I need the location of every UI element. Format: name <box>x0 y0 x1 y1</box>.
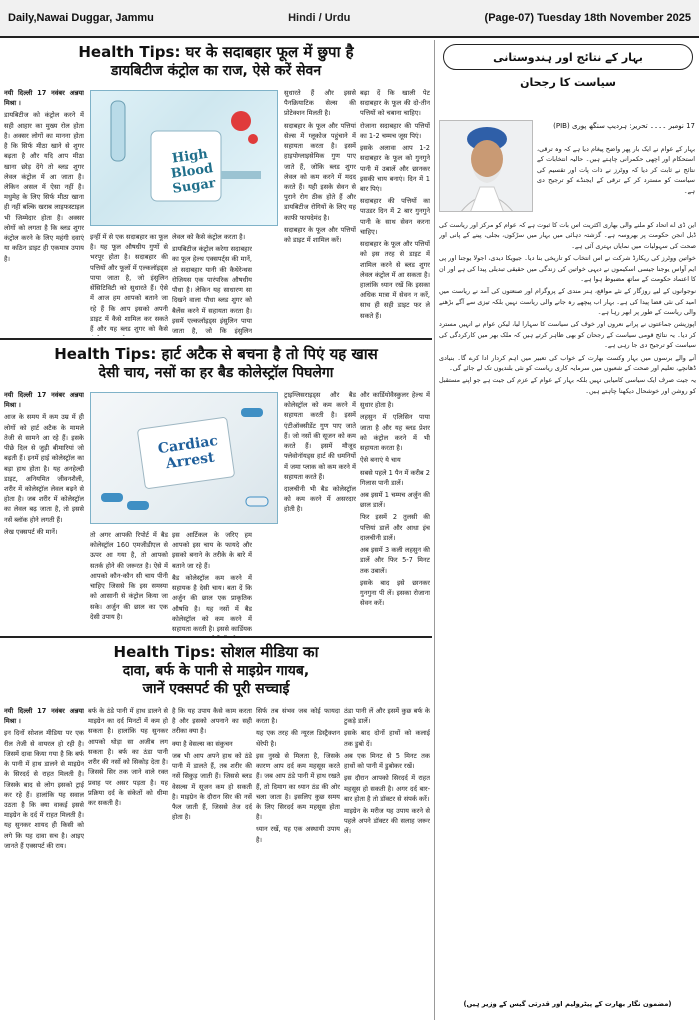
article-diabetes <box>0 40 432 340</box>
paragraph: इस दौरान आपको सिरदर्द में राहत महसूस हो सकती है। अगर दर्द बार-बार होता है तो डॉक्टर से संपर्क करें। <box>344 774 430 803</box>
article-column-2 <box>90 530 168 636</box>
article-column-1 <box>4 88 84 338</box>
paragraph: इस नुस्खे से मिलता है, जिसके कारण आप दर्द कम महसूस करते हैं। जब आप ठंडे पानी में हाथ रखते हैं, तो दिमाग का ध्यान ठंड की ओर चला जाता है। इसलिए कुछ समय के लिए सिरदर्द कम महसूस होता है। <box>256 751 340 822</box>
article-column-4 <box>256 706 340 1018</box>
hindi-section <box>0 40 432 1020</box>
article-column-2 <box>90 232 168 336</box>
paragraph: अब एक मिनट से 5 मिनट तक हाथों को पानी में डुबोकर रखें। <box>344 751 430 771</box>
article-column-3 <box>172 706 252 1018</box>
paragraph: اپوزیشن جماعتوں نے پرانے نعروں اور خوف کی سیاست کا سہارا لیا، لیکن عوام نے انہیں مسترد کر دیا۔ یہ نتائج قومی سیاست کے رجحان کو بھی ظاہر کرتے ہیں کہ ملک بھر میں کارکردگی کی سیاست کو ترجیح دی جا رہی ہے۔ <box>439 320 696 350</box>
dateline: नयी दिल्ली 17 नवंबर अन्नया मिश्रा । <box>4 707 84 726</box>
image-label: High Blood Sugar <box>169 146 217 197</box>
paragraph: सदाबहार की पत्तियों का पाउडर दिन में 2 बार गुनगुने पानी के साथ सेवन करना चाहिए। <box>360 197 430 236</box>
blood-sugar-image <box>90 90 278 226</box>
article-column-5 <box>360 88 430 338</box>
article-column-1 <box>4 390 84 636</box>
paragraph: ठंडा पानी लें और इसमें कुछ बर्फ के टुकड़े डालें। <box>344 707 430 726</box>
paragraph: और कार्डियोवैस्कुलर हेल्थ में सुधार होता है। <box>360 391 430 410</box>
dateline: नयी दिल्ली 17 नवंबर अन्नया मिश्रा । <box>4 89 84 108</box>
paragraph: फिर इसमें 2 तुलसी की पत्तियां डालें और आधा इंच दालचीनी डालें। <box>360 513 430 542</box>
paragraph: आज के समय में कम उम्र में ही लोगों को हार्ट अटैक के मामले तेजी से सामने आ रहे हैं। इसके पीछे दिल से जुड़ी बीमारियां जो बढ़ती हैं। इनमें हाई कोलेस्ट्रॉल का बड़ा हाथ होता है। यह अनहेल्दी डाइट, अनियमित जीवनशैली, शरीर में कोलेस्ट्रॉल लेवल बढ़ने से होता है। जब शरीर में कोलेस्ट्रॉल का लेवल बढ़ जाता है, तो इससे नसें ब्लॉक होने लगती हैं। <box>4 413 84 524</box>
article-headline: Health Tips: सोशल मीडिया का <box>113 643 319 661</box>
paragraph: این ڈی اے اتحاد کو ملنے والی بھاری اکثریت اس بات کا ثبوت ہے کہ عوام کو مرکز اور ریاست کی ڈبل انجن حکومت پر بھروسہ ہے۔ گزشتہ دہائی میں بہار میں سڑکوں، بجلی، پینے کے پانی اور صحت کی سہولیات میں نمایاں بہتری آئی ہے۔ <box>439 221 696 250</box>
paragraph: इन दिनों सोशल मीडिया पर एक रील तेजी से वायरल हो रही है। जिसमें दावा किया गया है कि बर्फ के पानी में हाथ डालने से माइग्रेन के सिरदर्द से राहत मिलती है। जिसके बाद से लोग इसको ट्राई कर रहे हैं। हालांकि यह सवाल उठता है कि क्या वाकई इससे माइग्रेन के दर्द में राहत मिलती है। यह सुनकर शायद ही किसी को लगे कि यह दावा सच है। आइए जानते हैं एक्सपर्ट की राय। <box>4 729 84 850</box>
newspaper-name: Daily,Nawai Duggar, Jammu <box>8 12 154 24</box>
paragraph: इसके अलावा आप 1-2 सदाबहार के फूल को गुनगुने पानी में उबालें और छानकर इसकी चाय बनाएं। दिन में 1 बार पिएं। <box>360 144 430 193</box>
urdu-section <box>434 40 699 1020</box>
paragraph: क्या है वेसल्स का संकुचन <box>172 739 233 748</box>
paragraph: बढ़ा दें कि खाली पेट सदाबहार के फूल की दो-तीन पत्तियों को चबाना चाहिए। <box>360 89 430 118</box>
page-date: (Page-07) Tuesday 18th November 2025 <box>484 12 691 24</box>
article-headline-line2: दावा, बर्फ के पानी से माइग्रेन गायब, <box>122 663 310 680</box>
paragraph: خواتین ووٹرز کی ریکارڈ شرکت نے اس انتخاب کو تاریخی بنا دیا۔ جیویکا دیدی، اجولا یوجنا اور پی ایم آواس یوجنا جیسی اسکیموں نے دیہی خواتین کی زندگی میں حقیقی تبدیلی پیدا کی ہے اور ان کا اعتماد حکومت کے ساتھ مضبوط ہوا ہے۔ <box>439 254 696 283</box>
article-column-3 <box>172 232 252 336</box>
dateline: नयी दिल्ली 17 नवंबर अन्नया मिश्रा । <box>4 391 84 410</box>
paragraph: ऐसे बनाएं ये चाय <box>360 456 401 465</box>
article-headline-line3: जानें एक्सपर्ट की पूरी सच्चाई <box>142 681 290 698</box>
urdu-byline: 17 نومبر ۔۔۔۔ تحریر: ہردیپ سنگھ پوری (PIB) <box>553 122 695 130</box>
image-label: Cardiac Arrest <box>156 432 219 473</box>
paragraph: अब इसमें 3 कली लहसुन की डालें और फिर 5-7 मिनट तक उबालें। <box>360 546 430 575</box>
paragraph: लहसुन में एलिसिन पाया जाता है और यह ब्लड प्रेशर को कंट्रोल करने में भी सहायता करता है। <box>360 413 430 453</box>
paragraph: डायबिटीज को कंट्रोल करने में सही आहार का मुख्य रोल होता है। अक्सर लोगों का मानना होता है कि सिर्फ मीठा खाने से शुगर बढ़ता है और यदि आप मीठा खाना छोड़ देंगे तो ब्लड शुगर लेवल कंट्रोल में आ जाता है। लेकिन असल में ऐसा नहीं है। मधुमेह के लिए सिर्फ मीठा खाना ही नहीं बल्कि खराब लाइफस्टाइल भी जिम्मेदार होता है। अक्सर लोगों को लगता है कि ब्लड शुगर कंट्रोल करने के लिए महंगी दवाएं या कठिन डाइट ही एकमात्र उपाय है। <box>4 111 84 263</box>
paragraph: अब इसमें 1 चम्मच अर्जुन की छाल डालें। <box>360 490 430 510</box>
article-column-2 <box>88 706 168 1018</box>
paragraph: इसके बाद दोनों हाथों को कलाई तक डुबो दें। <box>344 729 430 748</box>
article-headline: Health Tips: हार्ट अटैक से बचना है तो पिएं यह खास <box>54 345 378 363</box>
paragraph: लेवल को कैसे कंट्रोल करता है। <box>172 233 246 241</box>
article-column-4 <box>284 88 356 338</box>
article-headline: Health Tips: घर के सदाबहार फूल में छुपा है <box>78 43 354 61</box>
paragraph: सदाबहार के फूल और पत्तियों को इस तरह से डाइट में शामिल करने से ब्लड शुगर लेवल कंट्रोल में आ सकता है। हालांकि ध्यान रखें कि इसका अधिक मात्रा में सेवन न करें, साथ ही सही डाइट फर ले सकते हैं। <box>360 240 430 320</box>
urdu-subheadline: سیاست کا رجحان <box>520 76 616 89</box>
article-headline-line2: देसी चाय, नसों का हर बैड कोलेस्ट्रॉल पिघलेगा <box>98 365 334 382</box>
paragraph: सुधारते हैं और इससे पैनक्रियाटिक सेल्स की प्रोटेक्शन मिलती है। <box>284 89 356 118</box>
paragraph: बर्फ के ठंडे पानी में हाथ डालने से माइग्रेन का दर्द मिनटों में कम हो सकता है। हालांकि यह सुनकर आपको थोड़ा सा अजीब लग सकता है। बर्फ का ठंडा पानी शरीर की नसों को सिकोड़ देता है। जिससे सिर तक जाने वाले रक्त प्रवाह पर असर पड़ता है। यह प्रक्रिया दर्द के संकेतों को धीमा कर सकती है। <box>88 707 168 807</box>
paragraph: ट्राइग्लिसराइड्स और बैड कोलेस्ट्रॉल को कम करने में सहायता करती है। इसमें एंटीऑक्सीडेंट गुण पाए जाते हैं। जो नसों की सूजन को कम करते हैं। इसमें मौजूद फ्लेवोनॉयड्स हार्ट की धमनियों में जमा प्लाक को कम करने में सहायता करते हैं। <box>284 391 356 481</box>
edition-language: Hindi / Urdu <box>288 12 351 24</box>
paragraph: सबसे पहले 1 पैन में करीब 2 गिलास पानी डालें। <box>360 468 430 487</box>
paragraph: दालचीनी भी बैड कोलेस्ट्रॉल को कम करने में असरदार होती है। <box>284 484 356 514</box>
paragraph: آنے والے برسوں میں بہار وکست بھارت کے خواب کی تعبیر میں اہم کردار ادا کرے گا۔ بنیادی ڈھانچے، تعلیم اور صحت کے شعبوں میں سرمایہ کاری ریاست کو نئی بلندیوں تک لے جائے گی۔ <box>439 353 696 372</box>
article-migraine <box>0 640 432 1020</box>
paragraph: सिर्फ तब संभव जब कोई फायदा करता है। <box>256 707 340 726</box>
paragraph: इस आर्टिकल के जरिए हम आपको इस चाय के फायदे और इसको बनाने के तरीके के बारे में बताने जा रहे हैं। <box>172 531 252 570</box>
article-column-1 <box>4 706 84 1018</box>
masthead <box>0 0 699 38</box>
paragraph: डायबिटीज कंट्रोल करेगा सदाबहार का फूल हेल्थ एक्सपर्ट्स की मानें, तो सदाबहार यानी की कैथेरेन्थस रोजियस एक पारंपरिक औषधीय पौधा है। लेकिन यह साधारण सा दिखने वाला पौधा ब्लड शुगर को बैलेंस करने में सहायता करता है। इसमें एल्कलॉइड्स इंसुलिन पाया जाता है, जो कि इंसुलिन <box>172 245 252 335</box>
paragraph: माइग्रेन के मरीज यह उपाय करने से पहले अपने डॉक्टर की सलाह जरूर लें। <box>344 806 430 836</box>
article-column-4 <box>284 390 356 636</box>
paragraph: तो अगर आपकी रिपोर्ट में बैड कोलेस्ट्रॉल 160 एमजीडीएल से ऊपर आ गया है, तो आपको सतर्क होने की जरूरत है। ऐसे में आपको कौन-कौन सी चाय पीनी चाहिए जिससे कि इस समस्या को आसानी से कंट्रोल किया जा सके। अर्जुन की छाल का एक देसी उपाय है। <box>90 531 168 621</box>
article-headline-line2: डायबिटीज कंट्रोल का राज, ऐसे करें सेवन <box>110 63 322 80</box>
paragraph: بہار کے عوام نے ایک بار پھر واضح پیغام دیا ہے کہ وہ ترقی، استحکام اور اچھی حکمرانی چاہتے ہیں۔ حالیہ انتخابات کے نتائج نے ثابت کر دیا کہ ووٹرز نے ذات پات اور تقسیم کی سیاست کو مسترد کر کے ترقی کے ایجنڈے کو ترجیح دی ہے۔ <box>537 145 695 195</box>
urdu-headline-banner: بہار کے نتائج اور ہندوستانی <box>443 44 693 70</box>
article-column-3 <box>172 530 252 636</box>
paragraph: सदाबहार के फूल और पत्तियों को डाइट में शामिल करें। <box>284 225 356 245</box>
paragraph: یہ جیت صرف ایک سیاسی کامیابی نہیں بلکہ بہار کے عوام کے عزم کی جیت ہے جو اپنے مستقبل کو روشن اور خوشحال دیکھنا چاہتے ہیں۔ <box>439 376 696 395</box>
paragraph: यह एक तरह की न्यूरल डिस्ट्रैक्शन थेरेपी है। <box>256 729 340 748</box>
paragraph: जब भी आप अपने हाथ को ठंडे पानी में डालते हैं, तब शरीर की नसें सिकुड़ जाती हैं। जिससे ब्लड वेसल्स में सूजन कम हो सकती है। माइग्रेन के दौरान सिर की नसें फैल जाती हैं, जिससे तेज दर्द होता है। <box>172 751 252 822</box>
paragraph: نوجوانوں کے لیے روزگار کے نئے مواقع، ہنر مندی کے پروگرام اور صنعتوں کی آمد نے ریاست میں امید کی نئی فضا پیدا کی ہے۔ بہار اب پیچھے رہ جانے والی ریاست نہیں بلکہ تیزی سے آگے بڑھنے والی ریاست کے طور پر ابھر رہا ہے۔ <box>439 287 696 316</box>
person-photo-icon <box>440 121 533 212</box>
paragraph: इसके बाद इसे छानकर गुनगुना पी लें। इसका रोजाना सेवन करें। <box>360 578 430 608</box>
paragraph: लेख एक्सपर्ट की मानें। <box>4 527 58 536</box>
paragraph: बैड कोलेस्ट्रॉल कम करने में सहायक है देसी चाय। बता दें कि अर्जुन की छाल एक प्राकृतिक औषधि है। यह नसों में बैड कोलेस्ट्रॉल को कम करने में सहायता करती है। इससे कार्डियक <box>172 573 252 633</box>
urdu-author-note: (مضمون نگار بھارت کے پیٹرولیم اور قدرتی گیس کے وزیر ہیں) <box>463 1000 672 1008</box>
article-column-5 <box>360 390 430 636</box>
paragraph: रोजाना सदाबहार की पत्तियों का 1-2 चम्मच जूस पिएं। <box>360 121 430 140</box>
article-heart <box>0 342 432 638</box>
paragraph: ध्यान रखें, यह एक अस्थायी उपाय है। <box>256 825 340 844</box>
paragraph: सदाबहार के फूल और पत्तियां सेल्स में ग्लूकोज पहुंचाने में सहायता करता है। इसमें हाइपोग्लाइसेमिक गुण पाए जाते हैं, जोकि ब्लड शुगर लेवल को कम करने में मदद करते हैं। यही इसके सेवन से पुराने रोग ठीक होते हैं और डायबिटीज रोगियों के लिए यह काफी फायदेमंद है। <box>284 121 356 222</box>
author-portrait <box>439 120 533 212</box>
cardiac-arrest-image <box>90 392 278 524</box>
paragraph: है कि यह उपाय कैसे काम करता है और इसको अपनाने का सही तरीका क्या है। <box>172 707 252 736</box>
urdu-article-body <box>439 220 696 996</box>
paragraph: इन्हीं में से एक सदाबहार का फूल है। यह फूल औषधीय गुणों से भरपूर होता है। सदाबहार की पत्तियों और फूलों में एल्कलॉइड्स पाया जाता है, जो इंसुलिन सेंसिटिविटी को सुधारते हैं। ऐसे में आज हम आपको बताने जा रहे हैं कि आप इसको अपनी डाइट में कैसे शामिल कर सकते हैं और यह ब्लड शुगर को कैसे <box>90 233 168 333</box>
article-column-5 <box>344 706 430 1018</box>
urdu-intro <box>537 144 695 216</box>
